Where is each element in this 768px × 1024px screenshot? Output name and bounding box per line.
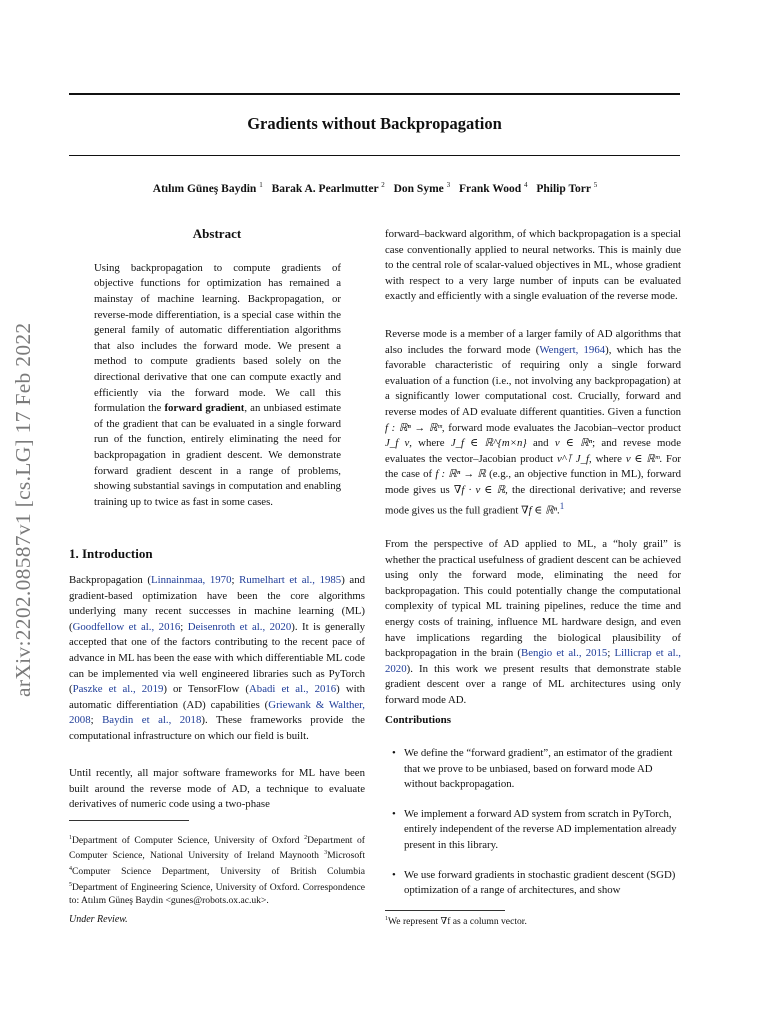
author-5: Philip Torr $^5$ <box>536 181 598 195</box>
right-paragraph-1: forward–backward algorithm, of which backpropagation is a special case conventionally applied to neural networks. This is mainly due to the central role of scalar-valued objectives in ML, whose gradient with respect to a very large number of inputs can be evaluated exactly and efficiently with a single evaluation of the reverse mode. <box>385 228 681 303</box>
citation-link[interactable]: Abadi et al., 2016 <box>249 683 337 696</box>
citation-link[interactable]: Rumelhart et al., 1985 <box>239 574 342 586</box>
math-inline: v ∈ ℝᵐ <box>625 452 660 465</box>
author-4: Frank Wood $^4$ <box>459 181 528 195</box>
contributions-list <box>385 746 681 913</box>
math-inline: J_f ∈ ℝ^{m×n} <box>450 437 527 450</box>
right-paragraph-2: Reverse mode is a member of a larger family of AD algorithms that also includes the forward mode (Wengert, 1964), which has the favorable characteristic of requiring only a single forward evaluation of a function (i.e., not involving any backpropagation) at a significantly lower computational cost. Crucially, forward and reverse modes of AD evaluate different quantities. Given a function f : ℝⁿ → ℝᵐ, forward mode evaluates the Jacobian–vector product J_f v, where J_f ∈ ℝ^{m×n} and v ∈ ℝⁿ; and revese mode evaluates the vector–Jacobian product v^⊺ J_f, where v ∈ ℝᵐ. For the case of f : ℝⁿ → ℝ (e.g., an objective function in ML), forward mode gives us ∇f · v ∈ ℝ, the directional derivative; and reverse mode gives us the full gradient ∇f ∈ ℝⁿ.$^1$ <box>385 328 681 517</box>
math-inline: J_f v <box>385 437 410 450</box>
citation-link[interactable]: Wengert, 1964 <box>539 343 606 356</box>
intro-paragraph-1: Backpropagation (Linnainmaa, 1970; Rumelhart et al., 1985) and gradient-based optimization have been the core algorithms underlying many recent successes in machine learning (ML) (Goodfellow et al., 2016; Deisenroth et al., 2020). It is generally accepted that one of the factors contributing to the recent pace of advance in ML has been the ease with which differentiable ML code can be implemented via well engineered libraries such as PyTorch (Paszke et al., 2019) or TensorFlow (Abadi et al., 2016) with automatic differentiation (AD) capabilities (Griewank & Walther, 2008; Baydin et al., 2018). These frameworks provide the computational infrastructure on which our field is built. <box>69 574 366 742</box>
under-review-note: Under Review. <box>69 914 128 925</box>
bullet-icon: • <box>392 747 396 759</box>
citation-link[interactable]: Griewank & Walther, 2008 <box>69 698 365 727</box>
citation-link[interactable]: Bengio et al., 2015 <box>521 647 608 660</box>
author-list <box>60 181 690 195</box>
citation-link[interactable]: Paszke et al., 2019 <box>72 683 164 696</box>
math-inline: v ∈ ℝⁿ <box>554 437 593 450</box>
math-inline: ∇f ∈ ℝⁿ <box>521 504 558 517</box>
bullet-icon: • <box>392 868 396 881</box>
list-item: • We define the “forward gradient”, an estimator of the gradient that we prove to be unbiased, based on forward mode AD without backpropagation. <box>392 747 673 791</box>
list-item: • We implement a forward AD system from scratch in PyTorch, entirely independent of the reverse AD implementation already present in this library. <box>392 807 677 851</box>
author-1: Atılım Güneş Baydin $^1$ <box>152 181 263 195</box>
author-2: Barak A. Pearlmutter $^2$ <box>271 181 385 195</box>
citation-link[interactable]: Deisenroth et al., 2020 <box>187 620 292 633</box>
bullet-icon: • <box>392 807 396 820</box>
title-top-rule <box>69 93 680 95</box>
affiliations-footnote: $^1$Department of Computer Science, University of Oxford $^2$Department of Computer Science, National University of Ireland Maynooth $^3$Microsoft $^4$Computer Science Department, University of British Columbia $^5$Department of Engineering Science, University of Oxford. Correspondence to: Atılım Güneş Baydin <gunes@robots.ox.ac.uk>. <box>69 834 365 907</box>
citation-link[interactable]: Goodfellow et al., 2016 <box>72 620 181 633</box>
footnote-separator <box>385 910 505 911</box>
right-paragraph-3: From the perspective of AD applied to ML, a “holy grail” is whether the practical usefulness of gradient descent can be achieved using only the forward mode, eliminating the need for backpropagation. This could potentially change the computational complexity of typical ML training pipelines, reduce the time and energy costs of training, influence ML hardware design, and even have implications regarding the biological plausibility of backpropagation in the brain (Bengio et al., 2015; Lillicrap et al., 2020). In this work we present results that demonstrate stable gradient descent over a range of ML architectures using only forward mode AD. <box>385 538 681 706</box>
abstract-heading: Abstract <box>192 226 242 241</box>
intro-paragraph-2: Until recently, all major software frameworks for ML have been built around the reverse mode of AD, a technique to evaluate derivatives of numeric code using a two-phase <box>69 767 365 811</box>
math-inline: ∇f · v ∈ ℝ <box>453 483 506 496</box>
footnote-1: $^1$We represent ∇f as a column vector. <box>385 916 527 928</box>
citation-link[interactable]: Lillicrap et al., 2020 <box>385 647 681 675</box>
list-item: • We use forward gradients in stochastic gradient descent (SGD) optimization of a range of architectures, and show <box>392 868 676 897</box>
paper-title: Gradients without Backpropagation <box>247 114 502 133</box>
arxiv-side-stamp: arXiv:2202.08587v1 [cs.LG] 17 Feb 2022 <box>11 322 35 697</box>
footnote-marker[interactable]: 1 <box>559 500 565 511</box>
abstract-body: Using backpropagation to compute gradients of objective functions for optimization has remained a mainstay of machine learning. Backpropagation, or reverse-mode differentiation, is a special case within the general family of automatic differentiation algorithms that also includes the forward mode. We present a method to compute gradients based solely on the directional derivative that one can compute exactly and efficiently via the forward mode. We call this formulation the forward gradient, an unbiased estimate of the gradient that can be evaluated in a single forward run of the function, entirely eliminating the need for backpropagation in gradient descent. We demonstrate forward gradient descent in a range of problems, showing substantial savings in computation and enabling training up to twice as fast in some cases. <box>94 261 341 508</box>
footnote-separator <box>69 820 189 821</box>
citation-link[interactable]: Linnainmaa, 1970 <box>150 574 232 586</box>
math-inline: f : ℝⁿ → ℝ <box>435 468 486 481</box>
author-3: Don Syme $^3$ <box>393 181 451 195</box>
math-inline: v^⊺ J_f <box>556 452 589 465</box>
abstract-bold-term: forward gradient <box>164 402 245 415</box>
title-bottom-rule <box>69 155 680 156</box>
section-heading-introduction: 1. Introduction <box>69 546 153 561</box>
math-inline: f : ℝⁿ → ℝᵐ <box>385 421 442 434</box>
citation-link[interactable]: Baydin et al., 2018 <box>102 714 202 727</box>
contributions-heading: Contributions <box>385 714 452 726</box>
